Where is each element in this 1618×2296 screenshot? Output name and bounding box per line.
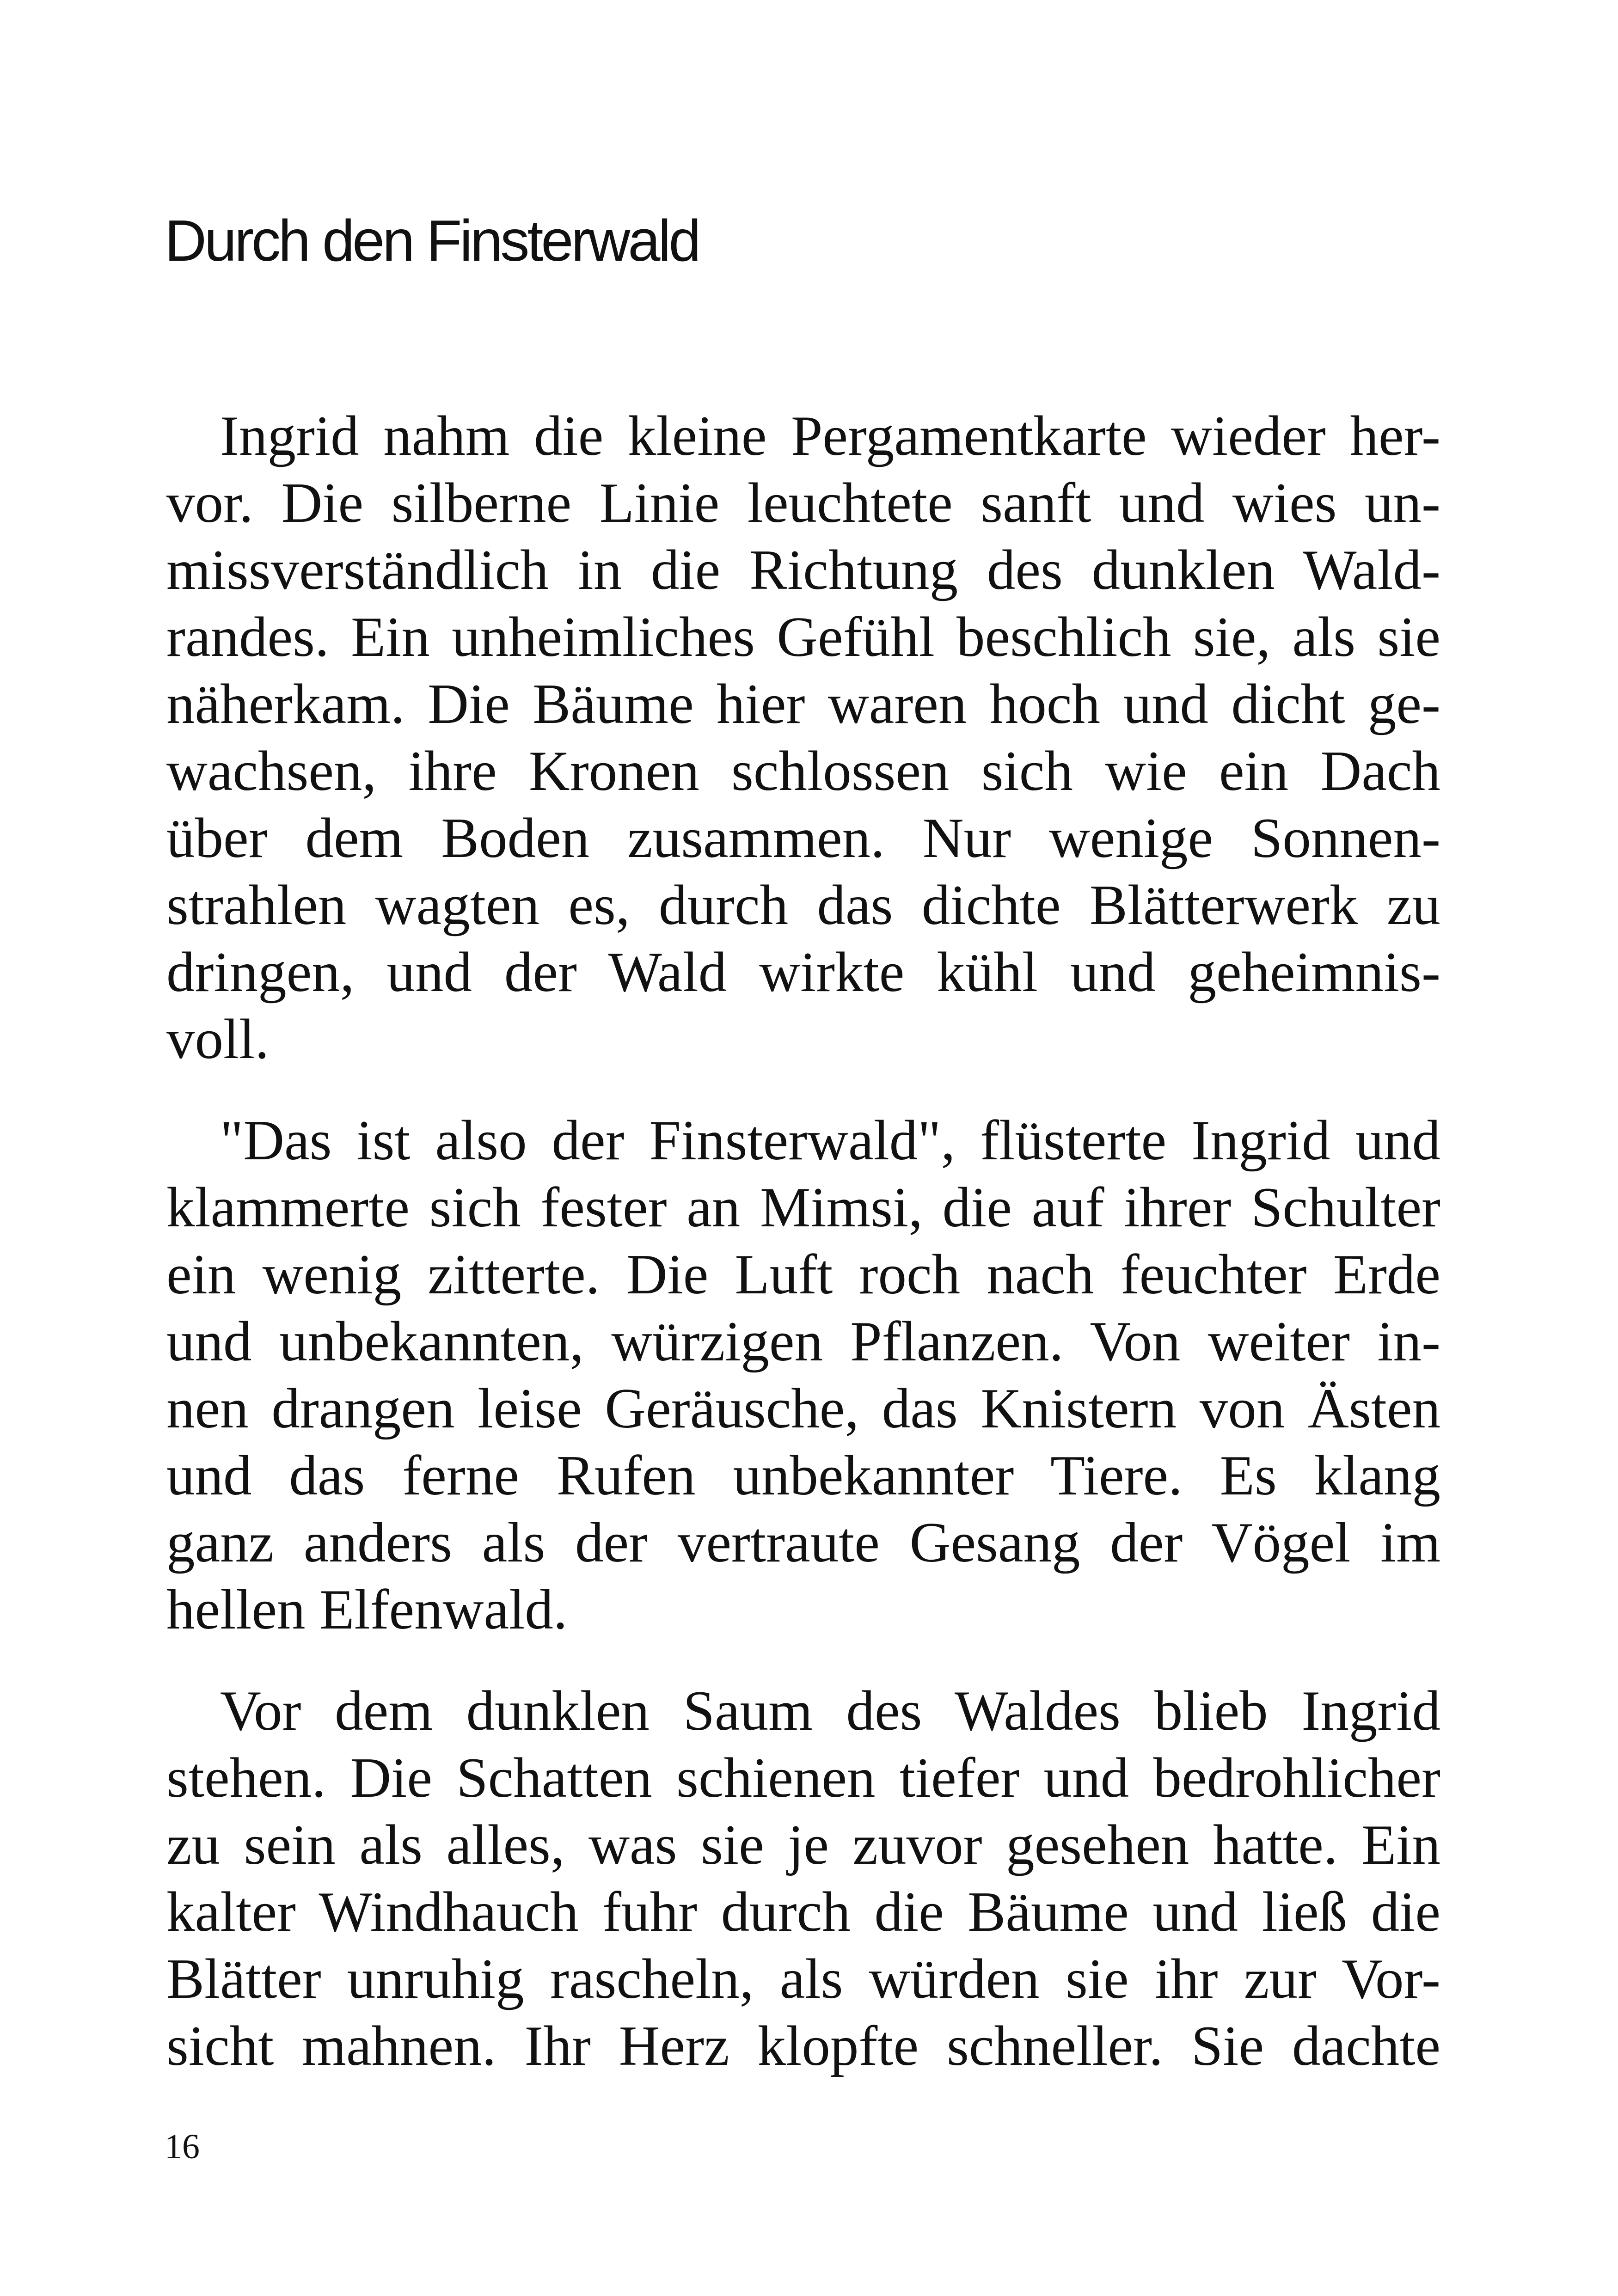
text-line: sicht mahnen. Ihr Herz klopfte schneller. Sie dachte: [166, 2014, 1440, 2077]
page-number: 16: [165, 2127, 200, 2166]
text-line: vor. Die silberne Linie leuchtete sanft und wies un-: [166, 471, 1440, 534]
text-line: strahlen wagten es, durch das dichte Blätterwerk zu: [166, 873, 1440, 937]
paragraph-2: [166, 1107, 1440, 1643]
paragraph-3: [166, 1677, 1440, 2079]
text-line: missverständlich in die Richtung des dunklen Wald-: [166, 538, 1440, 601]
text-line: "Das ist also der Finsterwald", flüsterte Ingrid und: [220, 1108, 1440, 1172]
text-line: zu sein als alles, was sie je zuvor gesehen hatte. Ein: [166, 1813, 1440, 1876]
paragraph-1: [166, 402, 1440, 1072]
text-line: ein wenig zitterte. Die Luft roch nach feuchter Erde: [166, 1243, 1440, 1306]
text-line: kalter Windhauch fuhr durch die Bäume und ließ die: [166, 1880, 1440, 1943]
text-line: stehen. Die Schatten schienen tiefer und bedrohlicher: [166, 1746, 1440, 1809]
text-line: dringen, und der Wald wirkte kühl und geheimnis-: [166, 940, 1440, 1004]
text-line: Ingrid nahm die kleine Pergamentkarte wieder her-: [220, 404, 1440, 467]
text-line: Blätter unruhig rascheln, als würden sie ihr zur Vor-: [166, 1947, 1440, 2010]
text-line: und unbekannten, würzigen Pflanzen. Von weiter in-: [166, 1310, 1440, 1373]
chapter-title: Durch den Finsterwald: [165, 208, 699, 273]
text-line: wachsen, ihre Kronen schlossen sich wie ein Dach: [166, 739, 1440, 802]
text-line: über dem Boden zusammen. Nur wenige Sonnen-: [166, 806, 1440, 869]
text-line: voll.: [166, 1007, 270, 1071]
text-line: und das ferne Rufen unbekannter Tiere. Es klang: [166, 1444, 1440, 1507]
text-line: Vor dem dunklen Saum des Waldes blieb Ingrid: [220, 1679, 1440, 1742]
text-line: klammerte sich fester an Mimsi, die auf ihrer Schulter: [166, 1176, 1440, 1239]
text-line: randes. Ein unheimliches Gefühl beschlich sie, als sie: [166, 605, 1440, 668]
text-line: nen drangen leise Geräusche, das Knistern von Ästen: [166, 1377, 1440, 1440]
text-line: näherkam. Die Bäume hier waren hoch und dicht ge-: [166, 672, 1440, 735]
text-line: hellen Elfenwald.: [166, 1578, 568, 1641]
text-line: ganz anders als der vertraute Gesang der Vögel im: [166, 1511, 1440, 1574]
